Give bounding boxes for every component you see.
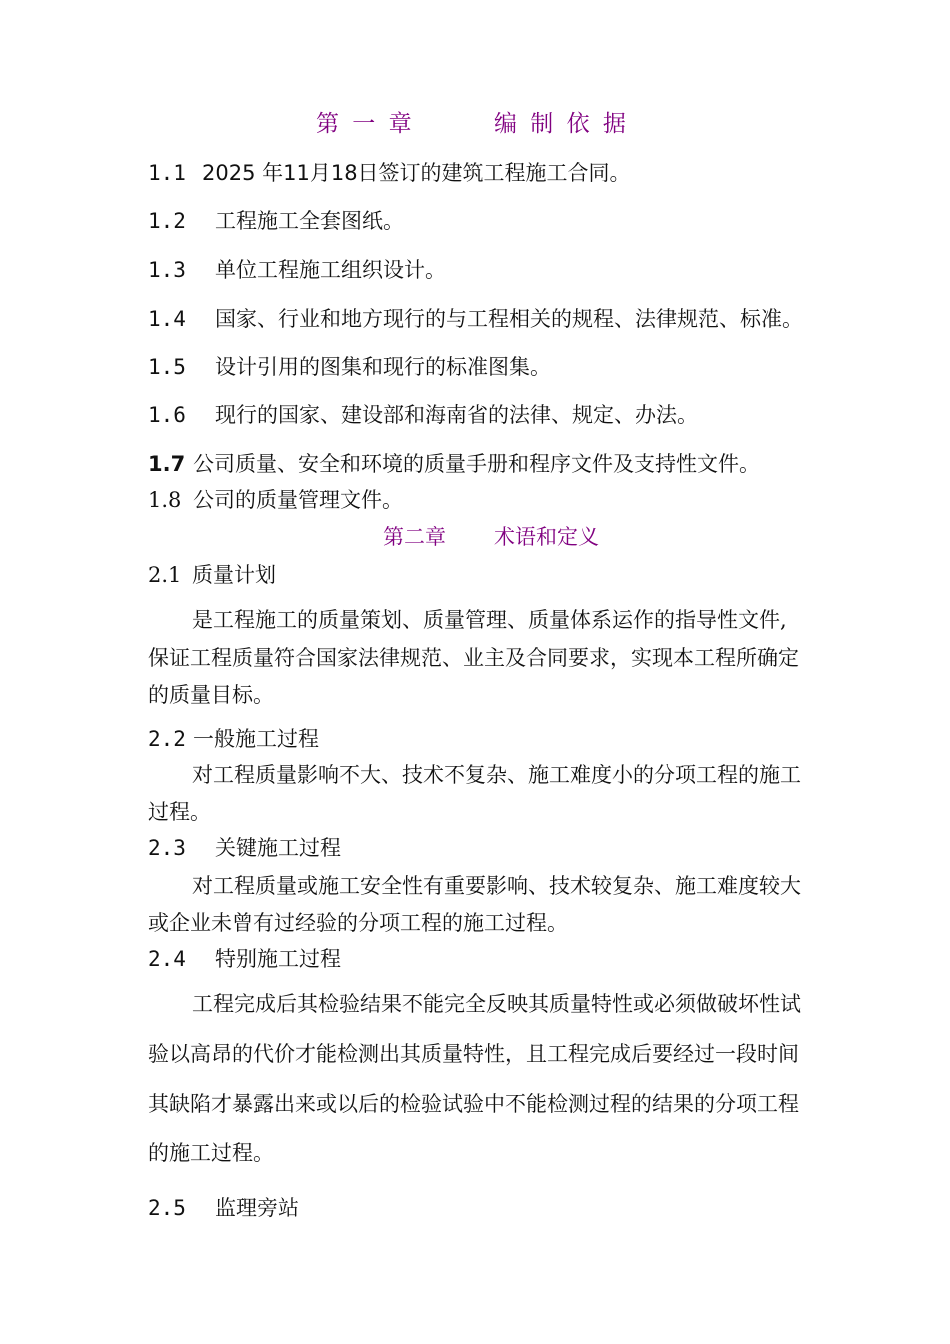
- section-heading: 监理旁站: [215, 1196, 299, 1220]
- section-2-3-heading: [148, 838, 341, 859]
- item-text: 国家、行业和地方现行的与工程相关的规程、法律规范、标准。: [215, 307, 803, 331]
- section-heading: 特别施工过程: [215, 947, 341, 971]
- item-text: 设计引用的图集和现行的标准图集。: [215, 355, 551, 379]
- item-number: 1.5: [148, 355, 186, 379]
- section-2-4-line-2: 验以高昂的代价才能检测出其质量特性，且工程完成后要经过一段时间: [148, 1042, 799, 1066]
- chapter-2-number: 第二章: [383, 525, 446, 549]
- item-1-4: [148, 309, 803, 330]
- item-1-3: [148, 260, 446, 281]
- section-number: 2.3: [148, 836, 186, 860]
- section-2-1-line-3: 的质量目标。: [148, 683, 274, 707]
- section-2-4-heading: [148, 949, 341, 970]
- item-number: 1.7: [148, 452, 186, 476]
- item-1-8: [148, 490, 403, 511]
- section-2-2-heading: [148, 729, 319, 750]
- section-2-2-line-2: 过程。: [148, 800, 211, 824]
- item-text: 公司的质量管理文件。: [193, 488, 403, 512]
- item-number: 1.2: [148, 209, 186, 233]
- section-number: 2.2: [148, 727, 186, 751]
- item-1-2: [148, 211, 404, 232]
- item-text: 工程施工全套图纸。: [215, 209, 404, 233]
- item-text: 单位工程施工组织设计。: [215, 258, 446, 282]
- item-number: 1.3: [148, 258, 186, 282]
- section-heading: 一般施工过程: [193, 727, 319, 751]
- item-number: 1.1: [148, 161, 186, 185]
- item-1-7: [148, 454, 760, 475]
- item-text: 2025 年11月18日签订的建筑工程施工合同。: [202, 161, 631, 185]
- item-1-6: [148, 405, 698, 426]
- chapter-1-number: 第 一 章: [316, 111, 412, 137]
- item-1-1: [148, 163, 631, 184]
- item-number: 1.4: [148, 307, 186, 331]
- item-number: 1.6: [148, 403, 186, 427]
- item-text: 现行的国家、建设部和海南省的法律、规定、办法。: [215, 403, 698, 427]
- section-heading: 质量计划: [192, 563, 276, 587]
- section-number: 2.4: [148, 947, 186, 971]
- item-text: 公司质量、安全和环境的质量手册和程序文件及支持性文件。: [193, 452, 760, 476]
- chapter-1-name: 编 制 依 据: [494, 111, 626, 137]
- section-number: 2.5: [148, 1196, 186, 1220]
- section-2-5-heading: [148, 1198, 299, 1219]
- item-1-5: [148, 357, 551, 378]
- chapter-1-title: [316, 113, 626, 136]
- section-2-3-line-2: 或企业未曾有过经验的分项工程的施工过程。: [148, 911, 568, 935]
- section-heading: 关键施工过程: [215, 836, 341, 860]
- section-2-4-line-1: 工程完成后其检验结果不能完全反映其质量特性或必须做破坏性试: [192, 992, 801, 1016]
- section-2-1-heading: [148, 565, 276, 586]
- section-2-4-line-4: 的施工过程。: [148, 1141, 274, 1165]
- section-2-3-line-1: 对工程质量或施工安全性有重要影响、技术较复杂、施工难度较大: [192, 874, 801, 898]
- chapter-2-title: [383, 527, 599, 548]
- section-2-1-line-2: 保证工程质量符合国家法律规范、业主及合同要求，实现本工程所确定: [148, 646, 799, 670]
- item-number: 1.8: [148, 488, 182, 512]
- section-2-2-line-1: 对工程质量影响不大、技术不复杂、施工难度小的分项工程的施工: [192, 763, 801, 787]
- section-2-4-line-3: 其缺陷才暴露出来或以后的检验试验中不能检测过程的结果的分项工程: [148, 1092, 799, 1116]
- chapter-2-name: 术语和定义: [494, 525, 599, 549]
- section-number: 2.1: [148, 563, 182, 587]
- section-2-1-line-1: 是工程施工的质量策划、质量管理、质量体系运作的指导性文件,: [192, 608, 787, 632]
